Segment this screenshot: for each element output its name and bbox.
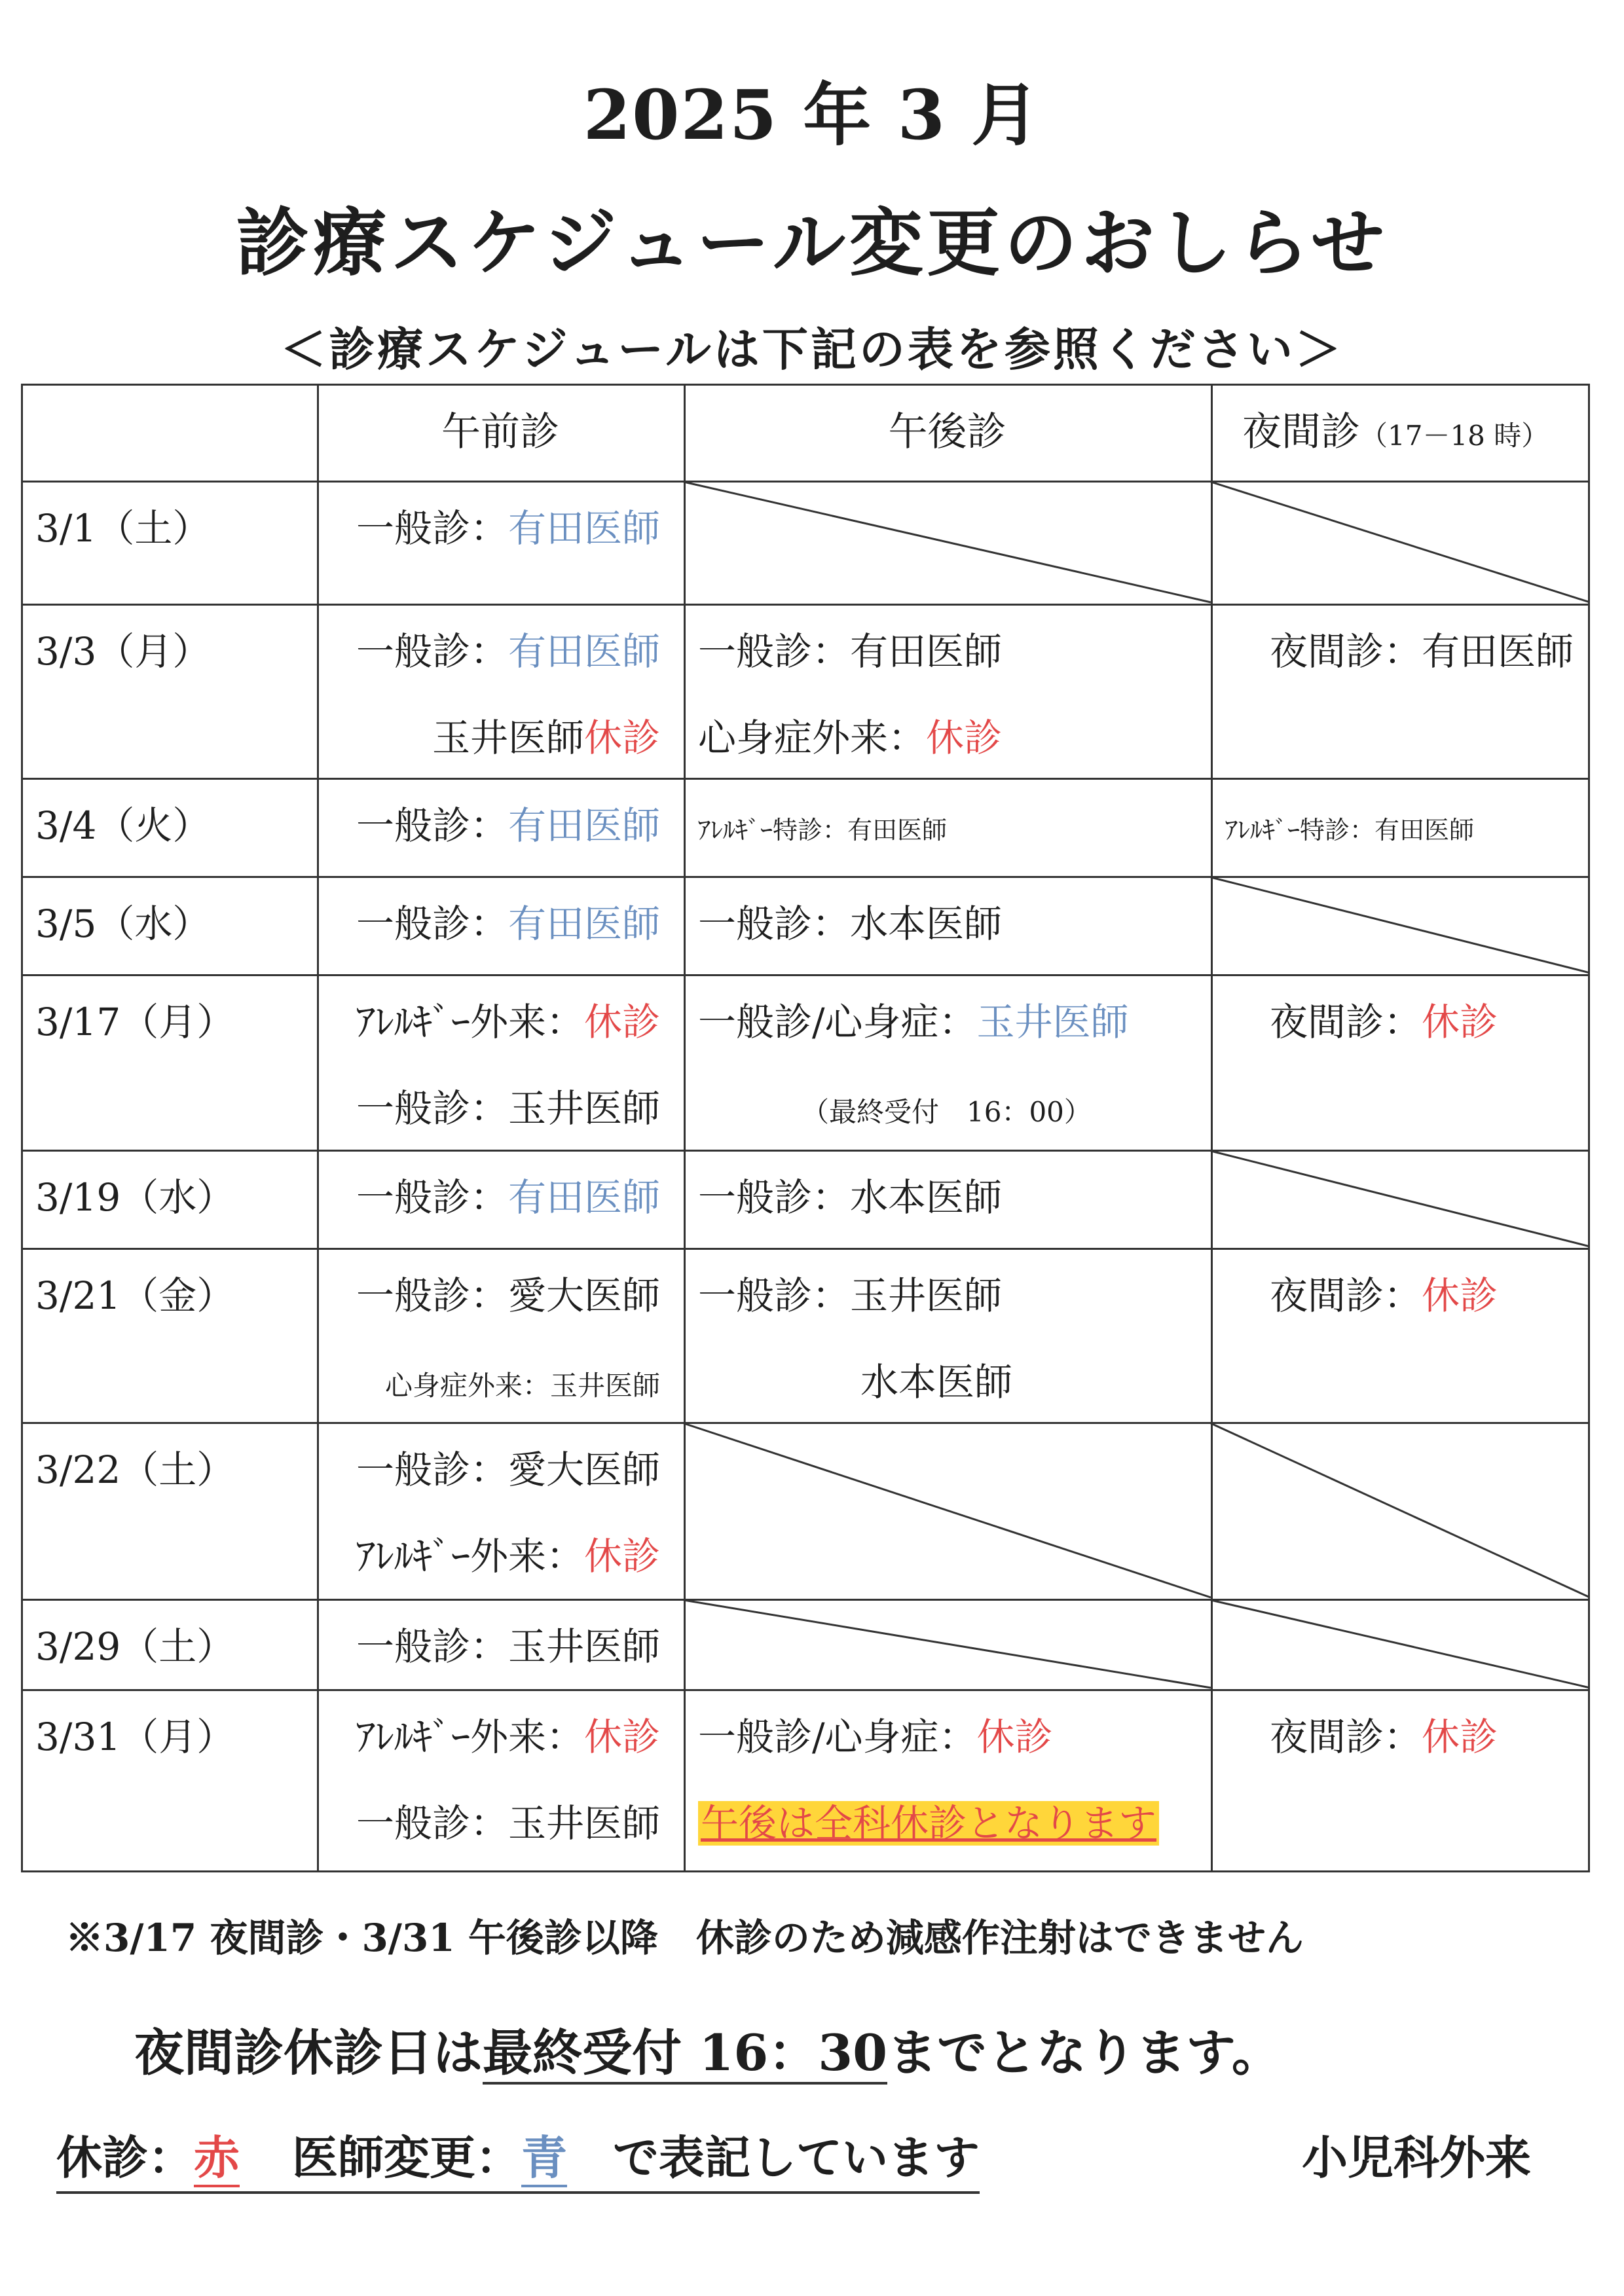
- unavailable-diagonal: [1211, 1151, 1590, 1247]
- row-date: [35, 1000, 235, 1044]
- table-row-line: [21, 1870, 1590, 1872]
- entry-text: 一般診：: [356, 629, 508, 674]
- entry-text: （最終受付 16：00）: [802, 1096, 1092, 1128]
- header-afternoon: [684, 409, 1211, 455]
- unavailable-diagonal: [1211, 482, 1590, 602]
- date-label: 3/31（月）: [35, 1715, 235, 1759]
- closed-label: 休診: [1422, 1715, 1498, 1759]
- schedule-table: [21, 384, 1590, 1893]
- date-label: 3/29（土）: [35, 1624, 235, 1669]
- doctor-change-label: 有田医師: [507, 902, 660, 946]
- doctor-change-label: 有田医師: [507, 803, 660, 848]
- legend-suffix: で表記しています: [613, 2130, 980, 2185]
- row-date: [35, 1624, 235, 1669]
- entry-text: 心身症外来：玉井医師: [384, 1370, 660, 1402]
- doctor-change-label: 有田医師: [507, 506, 660, 551]
- evening-closed-notice: [134, 2013, 1282, 2085]
- unavailable-diagonal: [684, 1600, 1211, 1688]
- header-evening-hours: （17－18 時）: [1360, 420, 1549, 452]
- schedule-entry: [698, 807, 1202, 845]
- entry-text: 一般診：玉井医師: [356, 1624, 660, 1669]
- row-date: [35, 506, 211, 551]
- schedule-entry: [698, 1000, 1202, 1044]
- unavailable-slot-diagonals: [21, 384, 1590, 1893]
- header-evening: [1242, 409, 1549, 455]
- doctor-change-label: 有田医師: [507, 629, 660, 674]
- entry-text: 一般診：: [356, 1175, 508, 1220]
- schedule-entry: [698, 1801, 1202, 1846]
- table-row-line: [21, 778, 1590, 780]
- page-title: 診療スケジュール変更のおしらせ: [236, 200, 1388, 286]
- closed-label: 休診: [583, 1000, 660, 1044]
- row-date: [35, 902, 211, 946]
- date-label: 3/17（月）: [35, 1000, 235, 1044]
- legend-change-label: 医師変更：: [292, 2130, 521, 2185]
- entry-text: ｱﾚﾙｷﾞｰ特診：有田医師: [1225, 816, 1475, 845]
- entry-text: 一般診：: [356, 506, 508, 551]
- table-column-line: [1211, 384, 1213, 1872]
- schedule-entry: [317, 1273, 660, 1318]
- entry-text: 一般診：水本医師: [698, 1175, 1003, 1220]
- schedule-entry: [698, 629, 1202, 674]
- schedule-entry: [317, 629, 660, 674]
- table-row-line: [21, 876, 1590, 878]
- entry-text: 一般診/心身症：: [698, 1000, 977, 1044]
- entry-text: ｱﾚﾙｷﾞｰ外来：: [356, 1715, 584, 1759]
- schedule-entry: [317, 716, 660, 760]
- entry-text: 一般診：有田医師: [698, 629, 1003, 674]
- schedule-entry: [698, 1273, 1202, 1318]
- schedule-entry: [317, 1000, 660, 1044]
- department-name: 小児科外来: [1302, 2130, 1531, 2185]
- legend-closed-label: 休診：: [56, 2130, 194, 2185]
- row-date: [35, 629, 211, 674]
- color-legend: [56, 2121, 980, 2194]
- schedule-entry: [317, 1801, 660, 1846]
- entry-text: 一般診：玉井医師: [698, 1273, 1003, 1318]
- row-date: [35, 1273, 235, 1318]
- table-column-line: [21, 384, 23, 1872]
- entry-text: 一般診：: [356, 902, 508, 946]
- table-row-line: [21, 974, 1590, 976]
- schedule-entry: [698, 716, 1202, 760]
- header-evening-label: 夜間診: [1242, 409, 1360, 455]
- entry-text: ｱﾚﾙｷﾞｰ外来：: [356, 1534, 584, 1578]
- schedule-entry: [317, 1175, 660, 1220]
- entry-text: 一般診：: [356, 803, 508, 848]
- entry-text: 一般診：愛大医師: [356, 1273, 660, 1318]
- closed-label: 休診: [583, 716, 660, 760]
- table-row-line: [21, 1248, 1590, 1250]
- entry-text: ｱﾚﾙｷﾞｰ外来：: [356, 1000, 584, 1044]
- table-row-line: [21, 1422, 1590, 1424]
- entry-text: 一般診：愛大医師: [356, 1448, 660, 1492]
- schedule-entry: [1270, 1715, 1624, 1759]
- row-date: [35, 803, 211, 848]
- entry-text: 心身症外来：: [698, 716, 927, 760]
- schedule-entry: [1225, 807, 1581, 845]
- injection-notice: ※3/17 夜間診・3/31 午後診以降 休診のため減感作注射はできません: [65, 1916, 1304, 1960]
- year-month-heading: 2025 年 3 月: [583, 75, 1041, 155]
- header-morning: [317, 409, 684, 455]
- entry-text: 一般診：玉井医師: [356, 1801, 660, 1846]
- entry-text: 水本医師: [860, 1360, 1013, 1404]
- unavailable-diagonal: [684, 482, 1211, 602]
- closed-label: 休診: [976, 1715, 1053, 1759]
- schedule-entry: [317, 1534, 660, 1578]
- date-label: 3/3（月）: [35, 629, 211, 674]
- schedule-entry: [698, 1715, 1202, 1759]
- table-row-line: [21, 384, 1590, 386]
- schedule-entry: [317, 1363, 660, 1401]
- legend-red: 赤: [194, 2130, 240, 2187]
- row-date: [35, 1175, 235, 1220]
- entry-text: 夜間診：: [1270, 1273, 1422, 1318]
- evening-closed-suffix: までとなります。: [887, 2024, 1282, 2082]
- date-label: 3/5（水）: [35, 902, 211, 946]
- table-row-line: [21, 1689, 1590, 1691]
- doctor-change-label: 玉井医師: [976, 1000, 1129, 1044]
- schedule-entry: [317, 1715, 660, 1759]
- subtitle: ＜診療スケジュールは下記の表を参照ください＞: [280, 322, 1344, 376]
- schedule-entry: [802, 1089, 1305, 1127]
- schedule-entry: [1270, 1273, 1624, 1318]
- doctor-change-label: 有田医師: [507, 1175, 660, 1220]
- table-row-line: [21, 481, 1590, 483]
- closed-label: 休診: [583, 1715, 660, 1759]
- closed-label: 休診: [1422, 1273, 1498, 1318]
- date-label: 3/4（火）: [35, 803, 211, 848]
- date-label: 3/19（水）: [35, 1175, 235, 1220]
- entry-text: 一般診/心身症：: [698, 1715, 977, 1759]
- schedule-entry: [698, 1175, 1202, 1220]
- table-column-line: [684, 384, 686, 1872]
- entry-text: 夜間診：: [1270, 1000, 1422, 1044]
- entry-text: 一般診：玉井医師: [356, 1086, 660, 1131]
- schedule-entry: [698, 902, 1202, 946]
- legend-blue: 青: [521, 2130, 567, 2187]
- schedule-entry: [317, 1448, 660, 1492]
- row-date: [35, 1448, 235, 1492]
- closed-label: 休診: [926, 716, 1003, 760]
- closed-label: 休診: [1422, 1000, 1498, 1044]
- unavailable-diagonal: [1211, 1423, 1590, 1597]
- entry-text: 玉井医師: [432, 716, 584, 760]
- date-label: 3/21（金）: [35, 1273, 235, 1318]
- schedule-entry: [317, 506, 660, 551]
- schedule-entry: [317, 902, 660, 946]
- entry-text: 夜間診：有田医師: [1270, 629, 1574, 674]
- evening-closed-time: 最終受付 16：30: [483, 2024, 887, 2085]
- date-label: 3/22（土）: [35, 1448, 235, 1492]
- row-date: [35, 1715, 235, 1759]
- unavailable-diagonal: [684, 1423, 1211, 1597]
- closed-label: 休診: [583, 1534, 660, 1578]
- evening-closed-prefix: 夜間診休診日は: [134, 2024, 483, 2082]
- table-row-line: [21, 604, 1590, 606]
- unavailable-diagonal: [1211, 877, 1590, 973]
- schedule-entry: [317, 1086, 660, 1131]
- header-afternoon-label: 午後診: [888, 409, 1006, 455]
- table-row-line: [21, 1599, 1590, 1601]
- entry-text: 夜間診：: [1270, 1715, 1422, 1759]
- table-row-line: [21, 1150, 1590, 1152]
- entry-text: 午後は全科休診となります: [698, 1801, 1159, 1846]
- schedule-entry: [1270, 1000, 1624, 1044]
- entry-text: 一般診：水本医師: [698, 902, 1003, 946]
- schedule-entry: [317, 803, 660, 848]
- unavailable-diagonal: [1211, 1600, 1590, 1688]
- date-label: 3/1（土）: [35, 506, 211, 551]
- schedule-entry: [1270, 629, 1624, 674]
- header-morning-label: 午前診: [441, 409, 559, 455]
- table-column-line: [1588, 384, 1590, 1872]
- entry-text: ｱﾚﾙｷﾞｰ特診：有田医師: [698, 816, 948, 845]
- schedule-entry: [860, 1360, 1364, 1404]
- schedule-entry: [317, 1624, 660, 1669]
